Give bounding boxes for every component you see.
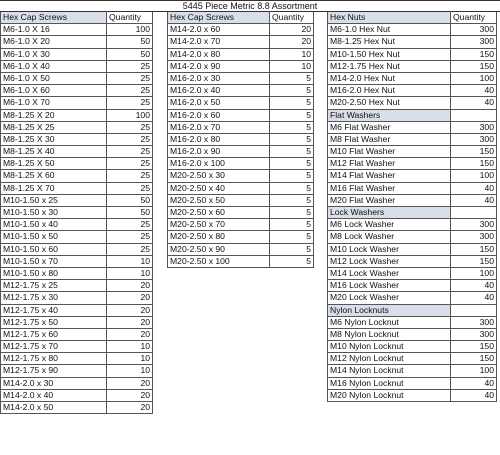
item-name: M12-1.75 x 90	[0, 365, 107, 376]
item-quantity: 5	[270, 231, 314, 242]
item-quantity: 40	[451, 195, 497, 206]
header-item-label: Hex Cap Screws	[0, 12, 107, 23]
item-quantity: 300	[451, 231, 497, 242]
item-quantity: 100	[451, 73, 497, 84]
item-quantity: 20	[107, 329, 153, 340]
item-quantity: 5	[270, 146, 314, 157]
table-row	[0, 219, 153, 231]
column-nuts-washers	[327, 12, 497, 402]
table-row	[327, 158, 497, 170]
item-name: M20-2.50 x 30	[167, 170, 270, 181]
item-name: M20-2.50 x 40	[167, 183, 270, 194]
item-quantity: 5	[270, 219, 314, 230]
item-name: M20-2.50 x 70	[167, 219, 270, 230]
item-quantity: 150	[451, 353, 497, 364]
item-quantity: 100	[107, 110, 153, 121]
item-name: M6-1.0 Hex Nut	[327, 24, 451, 35]
section-label: Flat Washers	[327, 110, 451, 121]
table-row	[327, 195, 497, 207]
item-name: M6 Flat Washer	[327, 122, 451, 133]
table-row	[167, 195, 314, 207]
item-name: M8-1.25 Hex Nut	[327, 36, 451, 47]
item-quantity: 10	[107, 341, 153, 352]
item-quantity: 150	[451, 341, 497, 352]
item-name: M6 Nylon Locknut	[327, 317, 451, 328]
item-name: M16-2.0 x 60	[167, 110, 270, 121]
item-name: M14-2.0 x 80	[167, 49, 270, 60]
item-quantity: 10	[107, 365, 153, 376]
item-quantity: 40	[451, 280, 497, 291]
item-quantity: 150	[451, 158, 497, 169]
item-quantity: 40	[451, 390, 497, 401]
item-name: M12 Flat Washer	[327, 158, 451, 169]
section-label: Nylon Locknuts	[327, 305, 451, 316]
item-quantity: 300	[451, 36, 497, 47]
table-row	[0, 122, 153, 134]
item-name: M14 Flat Washer	[327, 170, 451, 181]
item-quantity: 100	[451, 365, 497, 376]
item-quantity: 5	[270, 73, 314, 84]
table-row	[167, 73, 314, 85]
table-row	[0, 280, 153, 292]
table-row	[327, 292, 497, 304]
item-quantity	[451, 207, 497, 218]
column-header	[327, 12, 497, 24]
item-name: M6-1.0 X 40	[0, 61, 107, 72]
item-quantity: 10	[270, 61, 314, 72]
table-row	[0, 378, 153, 390]
item-name: M16-2.0 x 70	[167, 122, 270, 133]
item-quantity: 20	[107, 280, 153, 291]
table-row	[327, 390, 497, 402]
item-name: M16-2.0 x 40	[167, 85, 270, 96]
item-quantity: 25	[107, 61, 153, 72]
item-name: M10-1.50 x 30	[0, 207, 107, 218]
item-quantity: 25	[107, 183, 153, 194]
item-quantity: 300	[451, 317, 497, 328]
item-quantity: 20	[107, 390, 153, 401]
item-name: M8 Lock Washer	[327, 231, 451, 242]
table-row	[0, 158, 153, 170]
table-row	[0, 24, 153, 36]
table-row	[0, 49, 153, 61]
item-name: M16-2.0 x 80	[167, 134, 270, 145]
item-quantity: 40	[451, 378, 497, 389]
table-row	[327, 97, 497, 109]
table-row	[0, 292, 153, 304]
item-name: M8 Nylon Locknut	[327, 329, 451, 340]
header-item-label: Hex Nuts	[327, 12, 451, 23]
item-quantity: 25	[107, 244, 153, 255]
item-name: M10 Nylon Locknut	[327, 341, 451, 352]
table-row	[327, 353, 497, 365]
item-name: M20 Nylon Locknut	[327, 390, 451, 401]
item-name: M16-2.0 Hex Nut	[327, 85, 451, 96]
item-quantity: 20	[270, 24, 314, 35]
table-row	[167, 170, 314, 182]
item-quantity: 10	[107, 353, 153, 364]
table-row	[167, 219, 314, 231]
item-quantity: 5	[270, 158, 314, 169]
item-quantity: 300	[451, 122, 497, 133]
item-quantity: 150	[451, 61, 497, 72]
item-name: M8 Flat Washer	[327, 134, 451, 145]
table-row	[0, 73, 153, 85]
table-row	[327, 329, 497, 341]
item-name: M10-1.50 x 50	[0, 231, 107, 242]
table-row	[167, 256, 314, 268]
item-name: M8-1.25 X 70	[0, 183, 107, 194]
table-row	[327, 183, 497, 195]
table-row	[0, 353, 153, 365]
item-quantity: 20	[107, 305, 153, 316]
header-quantity-label: Quantity	[270, 12, 314, 23]
table-row	[0, 97, 153, 109]
table-row	[327, 256, 497, 268]
table-row	[327, 170, 497, 182]
table-row	[0, 134, 153, 146]
item-name: M10-1.50 Hex Nut	[327, 49, 451, 60]
item-quantity: 25	[107, 134, 153, 145]
item-name: M20-2.50 x 50	[167, 195, 270, 206]
item-name: M12-1.75 x 80	[0, 353, 107, 364]
item-name: M8-1.25 X 60	[0, 170, 107, 181]
item-name: M20-2.50 x 60	[167, 207, 270, 218]
table-row	[167, 146, 314, 158]
item-name: M6-1.0 X 20	[0, 36, 107, 47]
table-row	[167, 24, 314, 36]
table-row	[327, 36, 497, 48]
item-name: M20 Lock Washer	[327, 292, 451, 303]
item-quantity: 20	[107, 317, 153, 328]
item-quantity: 20	[107, 402, 153, 413]
item-name: M16-2.0 x 100	[167, 158, 270, 169]
item-name: M6-1.0 X 60	[0, 85, 107, 96]
item-name: M20-2.50 x 100	[167, 256, 270, 267]
item-quantity: 20	[107, 378, 153, 389]
table-row	[327, 73, 497, 85]
item-name: M8-1.25 X 50	[0, 158, 107, 169]
item-quantity: 150	[451, 256, 497, 267]
item-quantity: 300	[451, 219, 497, 230]
item-name: M8-1.25 X 40	[0, 146, 107, 157]
item-name: M14-2.0 x 90	[167, 61, 270, 72]
item-name: M8-1.25 X 30	[0, 134, 107, 145]
item-quantity: 5	[270, 122, 314, 133]
item-name: M14 Lock Washer	[327, 268, 451, 279]
table-row	[167, 97, 314, 109]
item-name: M20 Flat Washer	[327, 195, 451, 206]
table-row	[0, 61, 153, 73]
item-name: M12-1.75 x 25	[0, 280, 107, 291]
table-row	[327, 244, 497, 256]
table-row	[0, 195, 153, 207]
table-row	[327, 231, 497, 243]
item-quantity: 20	[270, 36, 314, 47]
item-name: M20-2.50 Hex Nut	[327, 97, 451, 108]
item-quantity: 10	[107, 268, 153, 279]
section-header-row	[327, 110, 497, 122]
item-quantity: 5	[270, 110, 314, 121]
table-row	[0, 231, 153, 243]
item-name: M14-2.0 x 50	[0, 402, 107, 413]
table-row	[167, 61, 314, 73]
item-name: M16 Lock Washer	[327, 280, 451, 291]
item-quantity: 300	[451, 329, 497, 340]
item-quantity: 25	[107, 158, 153, 169]
table-row	[327, 268, 497, 280]
table-row	[0, 183, 153, 195]
item-name: M10-1.50 x 25	[0, 195, 107, 206]
item-quantity: 10	[270, 49, 314, 60]
item-quantity: 100	[107, 24, 153, 35]
item-name: M6-1.0 X 16	[0, 24, 107, 35]
item-name: M12 Lock Washer	[327, 256, 451, 267]
table-row	[0, 146, 153, 158]
header-item-label: Hex Cap Screws	[167, 12, 270, 23]
table-row	[167, 49, 314, 61]
item-quantity: 100	[451, 170, 497, 181]
item-quantity: 25	[107, 122, 153, 133]
table-row	[0, 402, 153, 414]
table-row	[0, 256, 153, 268]
table-row	[327, 341, 497, 353]
column-header	[0, 12, 153, 24]
item-name: M14-2.0 Hex Nut	[327, 73, 451, 84]
item-name: M14-2.0 x 60	[167, 24, 270, 35]
item-name: M12-1.75 x 60	[0, 329, 107, 340]
item-name: M12-1.75 x 70	[0, 341, 107, 352]
item-quantity: 25	[107, 170, 153, 181]
table-row	[0, 317, 153, 329]
item-quantity: 150	[451, 244, 497, 255]
table-row	[0, 341, 153, 353]
table-row	[327, 122, 497, 134]
table-row	[167, 244, 314, 256]
item-quantity: 40	[451, 85, 497, 96]
section-header-row	[327, 305, 497, 317]
table-row	[167, 122, 314, 134]
column-hex-cap-screws-1	[0, 12, 153, 414]
table-row	[327, 219, 497, 231]
item-name: M10-1.50 x 60	[0, 244, 107, 255]
item-name: M12-1.75 x 30	[0, 292, 107, 303]
item-name: M14 Nylon Locknut	[327, 365, 451, 376]
item-quantity: 5	[270, 183, 314, 194]
item-quantity: 150	[451, 146, 497, 157]
table-row	[327, 24, 497, 36]
item-quantity: 10	[107, 256, 153, 267]
item-quantity: 5	[270, 170, 314, 181]
table-row	[0, 244, 153, 256]
table-row	[0, 207, 153, 219]
item-name: M6-1.0 X 70	[0, 97, 107, 108]
item-quantity: 5	[270, 134, 314, 145]
header-quantity-label: Quantity	[107, 12, 153, 23]
item-quantity: 25	[107, 97, 153, 108]
item-quantity: 5	[270, 256, 314, 267]
column-hex-cap-screws-2	[167, 12, 314, 268]
section-header-row	[327, 207, 497, 219]
table-row	[327, 378, 497, 390]
item-quantity: 300	[451, 24, 497, 35]
item-name: M14-2.0 x 40	[0, 390, 107, 401]
table-row	[0, 110, 153, 122]
item-quantity: 50	[107, 36, 153, 47]
item-quantity: 50	[107, 195, 153, 206]
item-name: M12 Nylon Locknut	[327, 353, 451, 364]
item-quantity: 25	[107, 85, 153, 96]
item-name: M10-1.50 x 70	[0, 256, 107, 267]
item-quantity: 5	[270, 244, 314, 255]
item-quantity: 50	[107, 49, 153, 60]
item-quantity: 40	[451, 183, 497, 194]
item-name: M10-1.50 x 40	[0, 219, 107, 230]
table-row	[327, 317, 497, 329]
item-quantity	[451, 305, 497, 316]
table-row	[167, 110, 314, 122]
item-name: M16 Flat Washer	[327, 183, 451, 194]
table-row	[327, 85, 497, 97]
item-quantity: 40	[451, 97, 497, 108]
item-name: M12-1.75 x 50	[0, 317, 107, 328]
item-name: M12-1.75 Hex Nut	[327, 61, 451, 72]
item-name: M16-2.0 x 90	[167, 146, 270, 157]
item-name: M16-2.0 x 30	[167, 73, 270, 84]
table-row	[327, 146, 497, 158]
item-name: M10 Flat Washer	[327, 146, 451, 157]
item-name: M6-1.0 X 30	[0, 49, 107, 60]
table-row	[167, 85, 314, 97]
item-quantity: 25	[107, 219, 153, 230]
table-row	[0, 329, 153, 341]
table-row	[167, 36, 314, 48]
item-name: M20-2.50 x 90	[167, 244, 270, 255]
table-row	[327, 365, 497, 377]
table-row	[0, 170, 153, 182]
sheet-title: 5445 Piece Metric 8.8 Assortment	[0, 0, 500, 12]
table-row	[0, 85, 153, 97]
item-name: M8-1.25 X 25	[0, 122, 107, 133]
item-name: M10 Lock Washer	[327, 244, 451, 255]
table-row	[167, 134, 314, 146]
item-quantity: 150	[451, 49, 497, 60]
item-quantity: 5	[270, 207, 314, 218]
item-quantity: 20	[107, 292, 153, 303]
item-name: M16 Nylon Locknut	[327, 378, 451, 389]
item-name: M14-2.0 x 70	[167, 36, 270, 47]
table-row	[167, 207, 314, 219]
item-name: M6 Lock Washer	[327, 219, 451, 230]
item-quantity: 5	[270, 85, 314, 96]
item-quantity: 25	[107, 73, 153, 84]
item-name: M10-1.50 x 80	[0, 268, 107, 279]
item-name: M8-1.25 X 20	[0, 110, 107, 121]
section-label: Lock Washers	[327, 207, 451, 218]
table-row	[0, 390, 153, 402]
item-quantity: 5	[270, 195, 314, 206]
table-row	[327, 61, 497, 73]
item-name: M16-2.0 x 50	[167, 97, 270, 108]
item-quantity: 100	[451, 268, 497, 279]
table-row	[0, 365, 153, 377]
item-name: M6-1.0 X 50	[0, 73, 107, 84]
table-row	[0, 268, 153, 280]
table-row	[167, 183, 314, 195]
table-row	[167, 158, 314, 170]
table-row	[167, 231, 314, 243]
item-quantity: 25	[107, 231, 153, 242]
item-quantity: 40	[451, 292, 497, 303]
item-quantity: 5	[270, 97, 314, 108]
item-quantity: 300	[451, 134, 497, 145]
table-row	[327, 134, 497, 146]
header-quantity-label: Quantity	[451, 12, 497, 23]
table-row	[0, 36, 153, 48]
table-row	[327, 280, 497, 292]
item-quantity: 25	[107, 146, 153, 157]
table-row	[327, 49, 497, 61]
item-quantity	[451, 110, 497, 121]
item-name: M20-2.50 x 80	[167, 231, 270, 242]
item-name: M12-1.75 x 40	[0, 305, 107, 316]
item-name: M14-2.0 x 30	[0, 378, 107, 389]
item-quantity: 50	[107, 207, 153, 218]
table-row	[0, 305, 153, 317]
column-header	[167, 12, 314, 24]
